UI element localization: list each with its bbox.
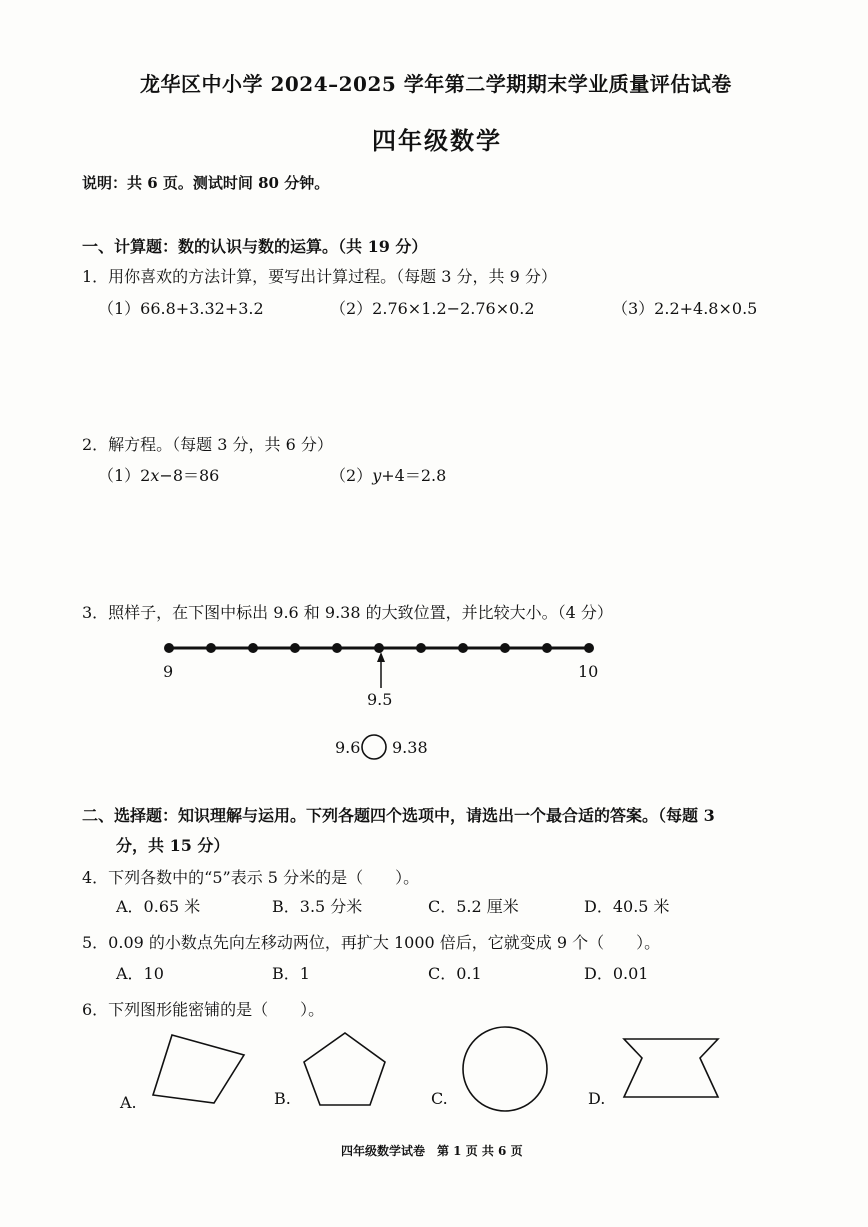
q2-item-2: （2）y+4＝2.8 xyxy=(330,466,447,485)
q3-text: 3．照样子，在下图中标出 9.6 和 9.38 的大致位置，并比较大小。（4 分） xyxy=(82,603,613,622)
q4-option-a: A．0.65 米 xyxy=(116,897,201,916)
section1-heading: 一、计算题：数的认识与数的运算。（共 19 分） xyxy=(82,237,428,256)
q4-option-c: C．5.2 厘米 xyxy=(428,897,519,916)
number-line-start-label: 9 xyxy=(163,662,174,681)
concave-hexagon-shape xyxy=(624,1039,718,1097)
compare-right: 9.38 xyxy=(392,738,428,757)
q4-option-d: D．40.5 米 xyxy=(584,897,670,916)
q4-option-b: B．3.5 分米 xyxy=(272,897,363,916)
q2-item-1: （1）2x−8＝86 xyxy=(98,466,220,485)
pentagon-shape xyxy=(304,1033,385,1105)
quadrilateral-shape xyxy=(153,1035,244,1103)
number-line-dot xyxy=(332,643,342,653)
page-footer: 四年级数学试卷 第 1 页 共 6 页 xyxy=(341,1144,523,1158)
q5-option-a: A．10 xyxy=(116,964,164,983)
q6-option-b: B. xyxy=(274,1089,291,1108)
number-line-dot xyxy=(500,643,510,653)
arrow-head-icon xyxy=(377,652,385,662)
q1-text: 1．用你喜欢的方法计算，要写出计算过程。（每题 3 分，共 9 分） xyxy=(82,267,557,286)
compare-circle-blank[interactable] xyxy=(360,733,390,763)
q1-item-2: （2）2.76×1.2−2.76×0.2 xyxy=(330,299,535,318)
number-line-dot xyxy=(542,643,552,653)
circle-shape xyxy=(463,1027,547,1111)
q5-option-c: C．0.1 xyxy=(428,964,482,983)
number-line-dot xyxy=(458,643,468,653)
number-line-mid-label: 9.5 xyxy=(367,690,393,709)
q4-text: 4．下列各数中的“5”表示 5 分米的是（ ）。 xyxy=(82,868,420,887)
number-line-dot xyxy=(248,643,258,653)
number-line-dot xyxy=(164,643,174,653)
q6-option-c: C. xyxy=(431,1089,448,1108)
number-line-dot xyxy=(416,643,426,653)
section2-heading: 二、选择题：知识理解与运用。下列各题四个选项中，请选出一个最合适的答案。（每题 3 xyxy=(82,806,715,825)
number-line-diagram xyxy=(0,630,868,750)
q5-option-d: D．0.01 xyxy=(584,964,649,983)
q1-item-1: （1）66.8+3.32+3.2 xyxy=(98,299,264,318)
compare-left: 9.6 xyxy=(335,738,361,757)
q6-option-d: D. xyxy=(588,1089,606,1108)
q5-option-b: B．1 xyxy=(272,964,310,983)
exam-title: 龙华区中小学 2024–2025 学年第二学期期末学业质量评估试卷 xyxy=(140,72,732,96)
q6-text: 6．下列图形能密铺的是（ ）。 xyxy=(82,1000,325,1019)
q5-text: 5．0.09 的小数点先向左移动两位，再扩大 1000 倍后，它就变成 9 个（ ）。 xyxy=(82,933,661,952)
number-line-dot xyxy=(290,643,300,653)
number-line-dot xyxy=(206,643,216,653)
page-subtitle: 四年级数学 xyxy=(372,126,502,155)
q6-option-a: A. xyxy=(120,1093,137,1112)
number-line-dot xyxy=(584,643,594,653)
section2-heading-cont: 分，共 15 分） xyxy=(116,836,230,855)
number-line-end-label: 10 xyxy=(578,662,599,681)
q2-text: 2．解方程。（每题 3 分，共 6 分） xyxy=(82,435,333,454)
q1-item-3: （3）2.2+4.8×0.5 xyxy=(612,299,758,318)
number-line-dot xyxy=(374,643,384,653)
exam-note: 说明：共 6 页。测试时间 80 分钟。 xyxy=(82,174,330,192)
